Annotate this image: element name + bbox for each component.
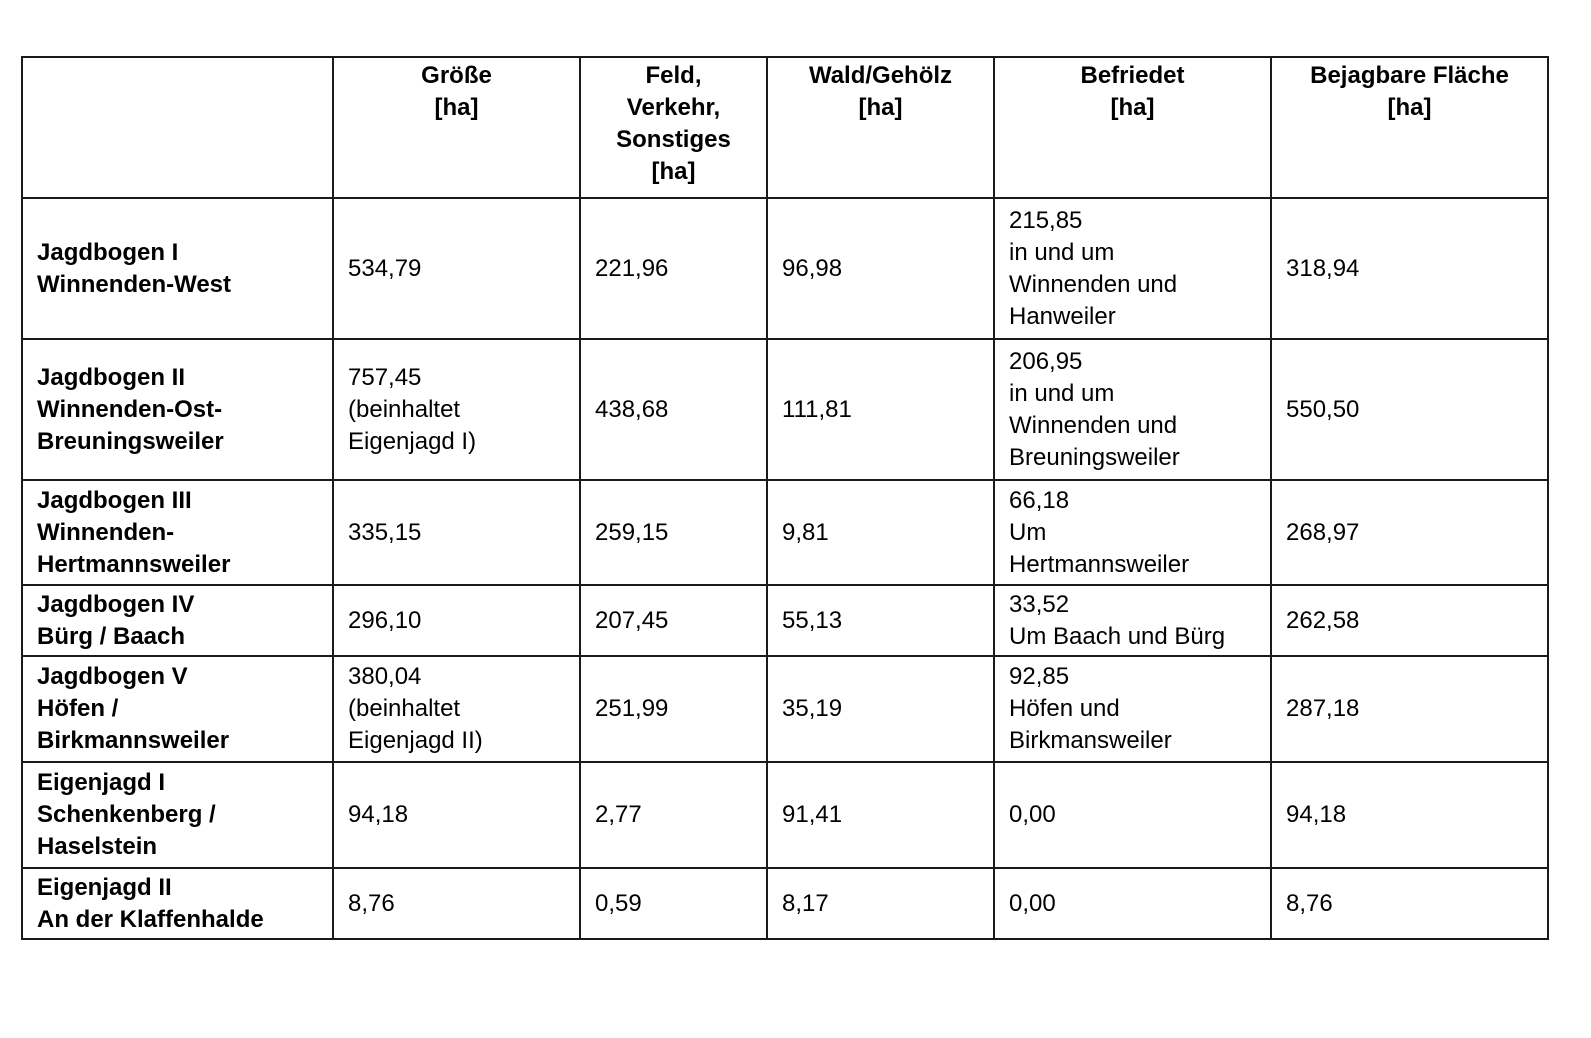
groesse-cell-line: 534,79 (348, 254, 422, 282)
befriedet-cell (994, 198, 1271, 339)
header-groesse (333, 57, 580, 198)
header-blank (22, 57, 333, 198)
header-line: [ha] (858, 94, 903, 121)
bejagbar-cell-value: 262,58 (1286, 606, 1360, 634)
bejagbar-cell-value: 8,76 (1286, 889, 1333, 917)
table-row (22, 656, 1548, 762)
bejagbar-cell-value: 287,18 (1286, 695, 1360, 722)
row-label-cell-line: Schenkenberg / (37, 801, 216, 828)
row-label-cell (22, 339, 333, 480)
groesse-cell-line: Eigenjagd II) (348, 727, 483, 754)
befriedet-cell-line: 33,52 (1009, 590, 1070, 618)
header-line: Bejagbare Fläche (1310, 62, 1509, 89)
befriedet-cell-line: Um (1009, 518, 1047, 546)
befriedet-cell (994, 656, 1271, 762)
row-label-cell (22, 480, 333, 585)
header-line: [ha] (1110, 94, 1155, 121)
row-label-cell (22, 656, 333, 762)
wald-cell-value: 91,41 (782, 801, 843, 828)
row-label-cell (22, 868, 333, 939)
befriedet-cell (994, 480, 1271, 585)
header-line: [ha] (651, 158, 696, 185)
wald-cell-value: 55,13 (782, 606, 843, 634)
befriedet-cell-line: 206,95 (1009, 347, 1083, 375)
befriedet-cell-line: Winnenden und (1009, 411, 1178, 439)
header-line: Verkehr, (626, 94, 721, 121)
befriedet-cell-line: 66,18 (1009, 486, 1070, 514)
groesse-cell-line: 380,04 (348, 663, 422, 690)
row-label-cell-line: Höfen / (37, 695, 119, 722)
feld-cell-value: 0,59 (595, 889, 642, 917)
table-row (22, 198, 1548, 339)
row-label-cell-line: Winnenden-Ost- (37, 395, 223, 423)
header-line: Feld, (645, 62, 702, 89)
feld-cell-value: 2,77 (595, 801, 642, 828)
feld-cell (580, 868, 767, 939)
row-label-cell-line: Jagdbogen II (37, 363, 186, 391)
bejagbar-cell-value: 268,97 (1286, 518, 1360, 546)
befriedet-cell-line: in und um (1009, 238, 1115, 266)
befriedet-cell-line: Breuningsweiler (1009, 443, 1180, 471)
bejagbar-cell (1271, 480, 1548, 585)
befriedet-cell (994, 339, 1271, 480)
bejagbar-cell (1271, 656, 1548, 762)
befriedet-cell-line: Um Baach und Bürg (1009, 622, 1226, 650)
bejagbar-cell-value: 318,94 (1286, 254, 1360, 282)
header-befriedet (994, 57, 1271, 198)
groesse-cell-line: 757,45 (348, 363, 422, 391)
bejagbar-cell (1271, 198, 1548, 339)
row-label-cell-line: Breuningsweiler (37, 427, 224, 455)
groesse-cell (333, 198, 580, 339)
befriedet-cell-line: Winnenden und (1009, 270, 1178, 298)
table-row (22, 480, 1548, 585)
header-line: Größe (421, 62, 492, 89)
feld-cell (580, 656, 767, 762)
row-label-cell-line: Eigenjagd I (37, 769, 166, 796)
wald-cell (767, 868, 994, 939)
header-line: Befriedet (1080, 62, 1185, 89)
row-label-cell-line: An der Klaffenhalde (37, 905, 264, 933)
feld-cell (580, 339, 767, 480)
row-label-cell-line: Jagdbogen V (37, 663, 188, 690)
row-label-cell-line: Haselstein (37, 833, 158, 860)
row-label-cell-line: Winnenden-West (37, 270, 232, 298)
befriedet-cell-line: Hertmannsweiler (1009, 550, 1190, 578)
groesse-cell-line: 8,76 (348, 889, 395, 917)
table-body (22, 198, 1548, 939)
wald-cell-value: 35,19 (782, 695, 843, 722)
row-label-cell-line: Jagdbogen IV (37, 590, 195, 618)
befriedet-cell-line: 215,85 (1009, 206, 1083, 234)
row-label-cell-line: Winnenden- (37, 518, 175, 546)
wald-cell-value: 9,81 (782, 518, 829, 546)
feld-cell-value: 251,99 (595, 695, 669, 722)
row-label-cell (22, 585, 333, 656)
feld-cell-value: 207,45 (595, 606, 669, 634)
befriedet-cell-line: in und um (1009, 379, 1115, 407)
bejagbar-cell (1271, 868, 1548, 939)
befriedet-cell (994, 585, 1271, 656)
feld-cell (580, 198, 767, 339)
row-label-cell-line: Jagdbogen III (37, 486, 192, 514)
table-row (22, 339, 1548, 480)
row-label-cell-line: Eigenjagd II (37, 873, 172, 901)
feld-cell (580, 585, 767, 656)
header-line: [ha] (434, 94, 479, 121)
befriedet-cell-line: Hanweiler (1009, 302, 1116, 330)
feld-cell-value: 221,96 (595, 254, 669, 282)
befriedet-cell-line: 0,00 (1009, 801, 1056, 828)
groesse-cell-line: Eigenjagd I) (348, 427, 477, 455)
befriedet-cell-line: 92,85 (1009, 663, 1070, 690)
befriedet-cell (994, 762, 1271, 868)
row-label-cell (22, 762, 333, 868)
groesse-cell-line: (beinhaltet (348, 695, 461, 722)
header-line: Wald/Gehölz (808, 62, 953, 89)
groesse-cell-line: (beinhaltet (348, 395, 461, 423)
befriedet-cell-line: Höfen und (1009, 695, 1120, 722)
wald-cell-value: 8,17 (782, 889, 829, 917)
wald-cell (767, 656, 994, 762)
table-row (22, 762, 1548, 868)
befriedet-cell (994, 868, 1271, 939)
header-bejagbar (1271, 57, 1548, 198)
befriedet-cell-line: 0,00 (1009, 889, 1056, 917)
row-label-cell-line: Jagdbogen I (37, 238, 179, 266)
row-label-cell-line: Birkmannsweiler (37, 727, 230, 754)
bejagbar-cell (1271, 339, 1548, 480)
hunting-area-table (21, 56, 1549, 940)
row-label-cell (22, 198, 333, 339)
bejagbar-cell (1271, 585, 1548, 656)
feld-cell (580, 762, 767, 868)
header-feld (580, 57, 767, 198)
row-label-cell-line: Hertmannsweiler (37, 550, 231, 578)
wald-cell (767, 585, 994, 656)
groesse-cell (333, 868, 580, 939)
befriedet-cell-line: Birkmansweiler (1009, 727, 1172, 754)
table-row (22, 868, 1548, 939)
groesse-cell (333, 339, 580, 480)
header-line: Sonstiges (616, 126, 731, 153)
groesse-cell (333, 656, 580, 762)
table-row (22, 585, 1548, 656)
header-wald (767, 57, 994, 198)
bejagbar-cell-value: 550,50 (1286, 395, 1360, 423)
feld-cell-value: 438,68 (595, 395, 669, 423)
bejagbar-cell-value: 94,18 (1286, 801, 1347, 828)
wald-cell (767, 339, 994, 480)
wald-cell (767, 480, 994, 585)
wald-cell (767, 762, 994, 868)
feld-cell (580, 480, 767, 585)
groesse-cell (333, 585, 580, 656)
feld-cell-value: 259,15 (595, 518, 669, 546)
groesse-cell (333, 480, 580, 585)
wald-cell-value: 96,98 (782, 254, 843, 282)
header-line: [ha] (1387, 94, 1432, 121)
groesse-cell-line: 94,18 (348, 801, 409, 828)
groesse-cell (333, 762, 580, 868)
table-header-row (22, 57, 1548, 198)
groesse-cell-line: 335,15 (348, 518, 422, 546)
wald-cell-value: 111,81 (782, 395, 852, 423)
row-label-cell-line: Bürg / Baach (37, 622, 186, 650)
groesse-cell-line: 296,10 (348, 606, 422, 634)
bejagbar-cell (1271, 762, 1548, 868)
wald-cell (767, 198, 994, 339)
